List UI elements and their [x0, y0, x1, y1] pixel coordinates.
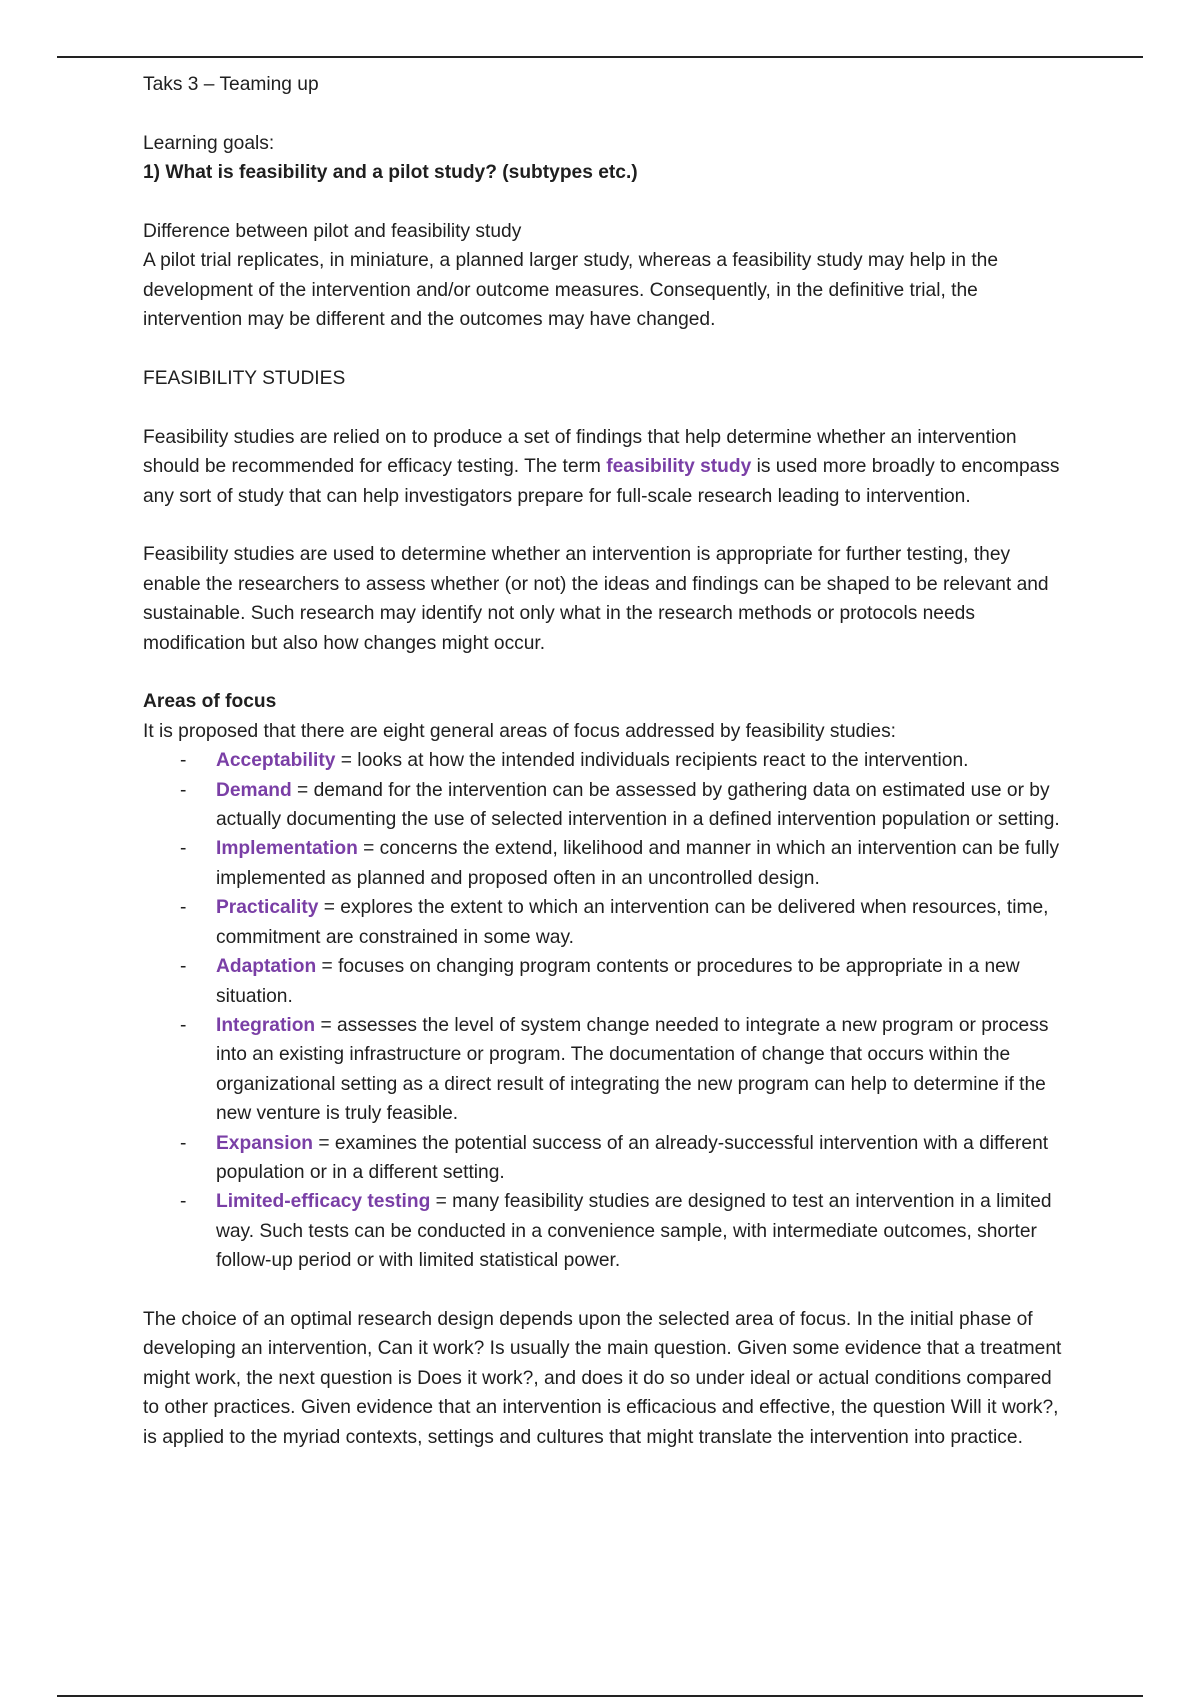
area-text: = assesses the level of system change needed to integrate a new program or process into an existing infrastructure or program. The documentation of change that occurs within the organizational setting as a direct result of integrating the new program can help to determine if the new venture is truly feasible. [216, 1014, 1049, 1125]
area-text: = examines the potential success of an already-successful intervention with a different population or in a different setting. [216, 1132, 1049, 1183]
bullet-dash: - [180, 956, 187, 978]
list-item [143, 952, 1068, 1011]
area-term: Limited-efficacy testing [216, 1191, 431, 1213]
area-text: = demand for the intervention can be assessed by gathering data on estimated use or by actually documenting the use of selected intervention in a defined intervention population or setting. [216, 779, 1060, 831]
learning-goals-label: Learning goals: [143, 132, 275, 154]
feasibility-paragraph-2: Feasibility studies are used to determine whether an intervention is appropriate for further testing, they enable the researchers to assess whether (or not) the ideas and findings can be shaped to be relevant and sustainable. Such research may identify not only what in the research methods or protocols needs modification but also how changes might occur. [143, 544, 1049, 654]
list-item [143, 1011, 1068, 1129]
area-text: = looks at how the intended individuals recipients react to the intervention. [335, 750, 969, 772]
area-term: Acceptability [216, 750, 336, 772]
difference-heading: Difference between pilot and feasibility study [143, 221, 522, 242]
closing-paragraph: The choice of an optimal research design depends upon the selected area of focus. In the initial phase of developing an intervention, Can it work? Is usually the main question. Given some evidence that a treatment might work, the next question is Does it work?, and does it do so under ideal or actual conditions compared to other practices. Given evidence that an intervention is efficacious and effective, the question Will it work?, is applied to the myriad contexts, settings and cultures that might translate the intervention into practice. [143, 1308, 1062, 1448]
area-term: Adaptation [216, 956, 317, 978]
area-term: Demand [216, 779, 292, 801]
area-term: Practicality [216, 897, 319, 919]
area-text: = many feasibility studies are designed to test an intervention in a limited way. Such tests can be conducted in a convenience sample, with intermediate outcomes, shorter follow-up period or with limited statistical power. [216, 1191, 1052, 1272]
bottom-rule [57, 1695, 1143, 1697]
list-item [143, 746, 1068, 775]
bullet-dash: - [180, 897, 187, 919]
bullet-dash: - [180, 1014, 187, 1036]
area-term: Implementation [216, 838, 358, 860]
area-text: = explores the extent to which an intervention can be delivered when resources, time, commitment are constrained in some way. [216, 897, 1049, 948]
para1-text-before: Feasibility studies are relied on to produce a set of findings that help determine whether an intervention should be recommended for efficacy testing. The term [143, 426, 1017, 478]
area-text: = focuses on changing program contents or procedures to be appropriate in a new situation. [216, 956, 1020, 1007]
difference-paragraph: A pilot trial replicates, in miniature, a planned larger study, whereas a feasibility study may help in the development of the intervention and/or outcome measures. Consequently, in the definitive trial, the intervention may be different and the outcomes may have changed. [143, 250, 998, 331]
area-term: Expansion [216, 1132, 314, 1154]
area-term: Integration [216, 1014, 316, 1036]
list-item [143, 1187, 1068, 1275]
list-item [143, 893, 1068, 952]
document-title: Taks 3 – Teaming up [143, 74, 319, 95]
list-item [143, 776, 1068, 835]
areas-intro: It is proposed that there are eight general areas of focus addressed by feasibility studies: [143, 720, 897, 742]
area-text: = concerns the extend, likelihood and manner in which an intervention can be fully implemented as planned and proposed often in an uncontrolled design. [216, 838, 1060, 889]
feasibility-study-term: feasibility study [606, 456, 752, 478]
para1-text-after: is used more broadly to encompass any sort of study that can help investigators prepare for full-scale research leading to intervention. [143, 456, 1060, 507]
bullet-dash: - [180, 1132, 187, 1154]
bullet-dash: - [180, 1191, 187, 1213]
top-rule [57, 56, 1143, 58]
bullet-dash: - [180, 838, 187, 860]
document-page [143, 70, 1068, 1452]
areas-heading: Areas of focus [143, 691, 277, 713]
areas-list [143, 746, 1068, 1275]
feasibility-heading: FEASIBILITY STUDIES [143, 368, 346, 390]
bullet-dash: - [180, 779, 187, 801]
list-item [143, 834, 1068, 893]
bullet-dash: - [180, 750, 187, 772]
list-item [143, 1129, 1068, 1188]
learning-goal-1: 1) What is feasibility and a pilot study? (subtypes etc.) [143, 162, 638, 184]
feasibility-paragraph-1 [143, 423, 1068, 511]
